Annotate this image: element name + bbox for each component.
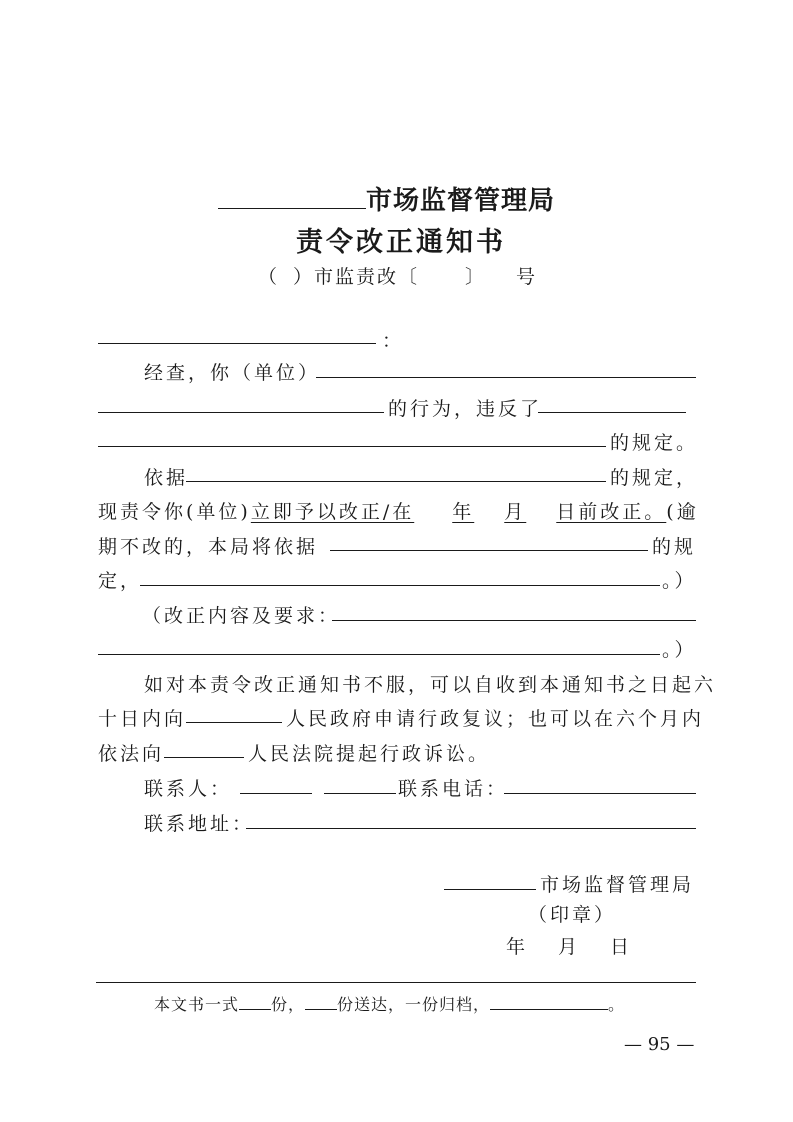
- p1-behavior-text: 的行为，违反了: [388, 398, 543, 420]
- p4-lead: （改正内容及要求：: [142, 605, 341, 627]
- enforcement-basis-field-2[interactable]: [140, 585, 660, 586]
- copies-note: 本文书一式 份， 份送达，一份归档， 。: [154, 995, 626, 1014]
- footer-divider: [96, 982, 696, 983]
- contact-phone-field[interactable]: [504, 793, 696, 794]
- p5-line2-b: 人民政府申请行政复议；也可以在六个月内: [286, 708, 705, 730]
- violated-law-field-a[interactable]: [538, 412, 686, 413]
- p2-order-line: 现责令你(单位)立即予以改正/在 年 月 日前改正。(逾: [98, 501, 699, 523]
- subject-field[interactable]: [316, 377, 696, 378]
- reconsideration-government-field[interactable]: [186, 722, 282, 723]
- document-number: （ ）市监责改〔 〕 号: [258, 266, 538, 288]
- agency-name-blank[interactable]: [218, 207, 366, 209]
- legal-basis-field[interactable]: [186, 481, 606, 482]
- correction-deadline[interactable]: 立即予以改正/在 年 月 日前改正。: [250, 501, 667, 523]
- contact-person-field-2[interactable]: [324, 793, 396, 794]
- issuing-agency-text: 市场监督管理局: [540, 874, 695, 896]
- addressee-field[interactable]: [98, 343, 376, 344]
- agency-title: 市场监督管理局: [218, 180, 555, 217]
- violated-law-field-b[interactable]: [98, 446, 606, 447]
- contact-address-label: 联系地址：: [144, 813, 255, 835]
- correction-requirements-field-2[interactable]: [98, 654, 660, 655]
- signature-date: 年 月 日: [506, 936, 633, 958]
- p3-text-d: 。）: [662, 570, 697, 592]
- document-title: 责令改正通知书: [296, 227, 506, 258]
- p3-text-b: 的规: [652, 536, 697, 558]
- contact-phone-label: 联系电话：: [398, 778, 509, 800]
- page-number: — 95 —: [624, 1034, 695, 1055]
- litigation-court-field[interactable]: [164, 757, 244, 758]
- p2-rule-text: 的规定，: [610, 467, 699, 489]
- behavior-field[interactable]: [98, 412, 384, 413]
- correction-requirements-field[interactable]: [332, 620, 696, 621]
- p5-line2-a: 十日内向: [98, 708, 187, 730]
- issuing-agency-field[interactable]: [444, 889, 536, 890]
- enforcement-basis-field[interactable]: [330, 550, 648, 551]
- p5-line1: 如对本责令改正通知书不服，可以自收到本通知书之日起六: [144, 674, 717, 696]
- p1-lead: 经查，你（单位）: [144, 362, 321, 384]
- p5-line3-b: 人民法院提起行政诉讼。: [248, 743, 491, 765]
- copies-served-blank[interactable]: [305, 1008, 337, 1010]
- p1-rule-text: 的规定。: [610, 432, 699, 454]
- copies-total-blank[interactable]: [239, 1008, 271, 1010]
- contact-person-field-1[interactable]: [240, 793, 312, 794]
- contact-address-field[interactable]: [246, 828, 696, 829]
- seal-text: （印章）: [528, 904, 617, 926]
- addressee-colon: ：: [382, 330, 405, 352]
- p2-lead: 依据: [144, 467, 189, 489]
- p3-text-c: 定，: [98, 570, 143, 592]
- p3-text-a: 期不改的，本局将依据: [98, 536, 319, 558]
- p4-end: 。）: [662, 639, 697, 661]
- p5-line3-a: 依法向: [98, 743, 165, 765]
- copies-other-blank[interactable]: [490, 1008, 608, 1010]
- contact-person-label: 联系人：: [144, 778, 233, 800]
